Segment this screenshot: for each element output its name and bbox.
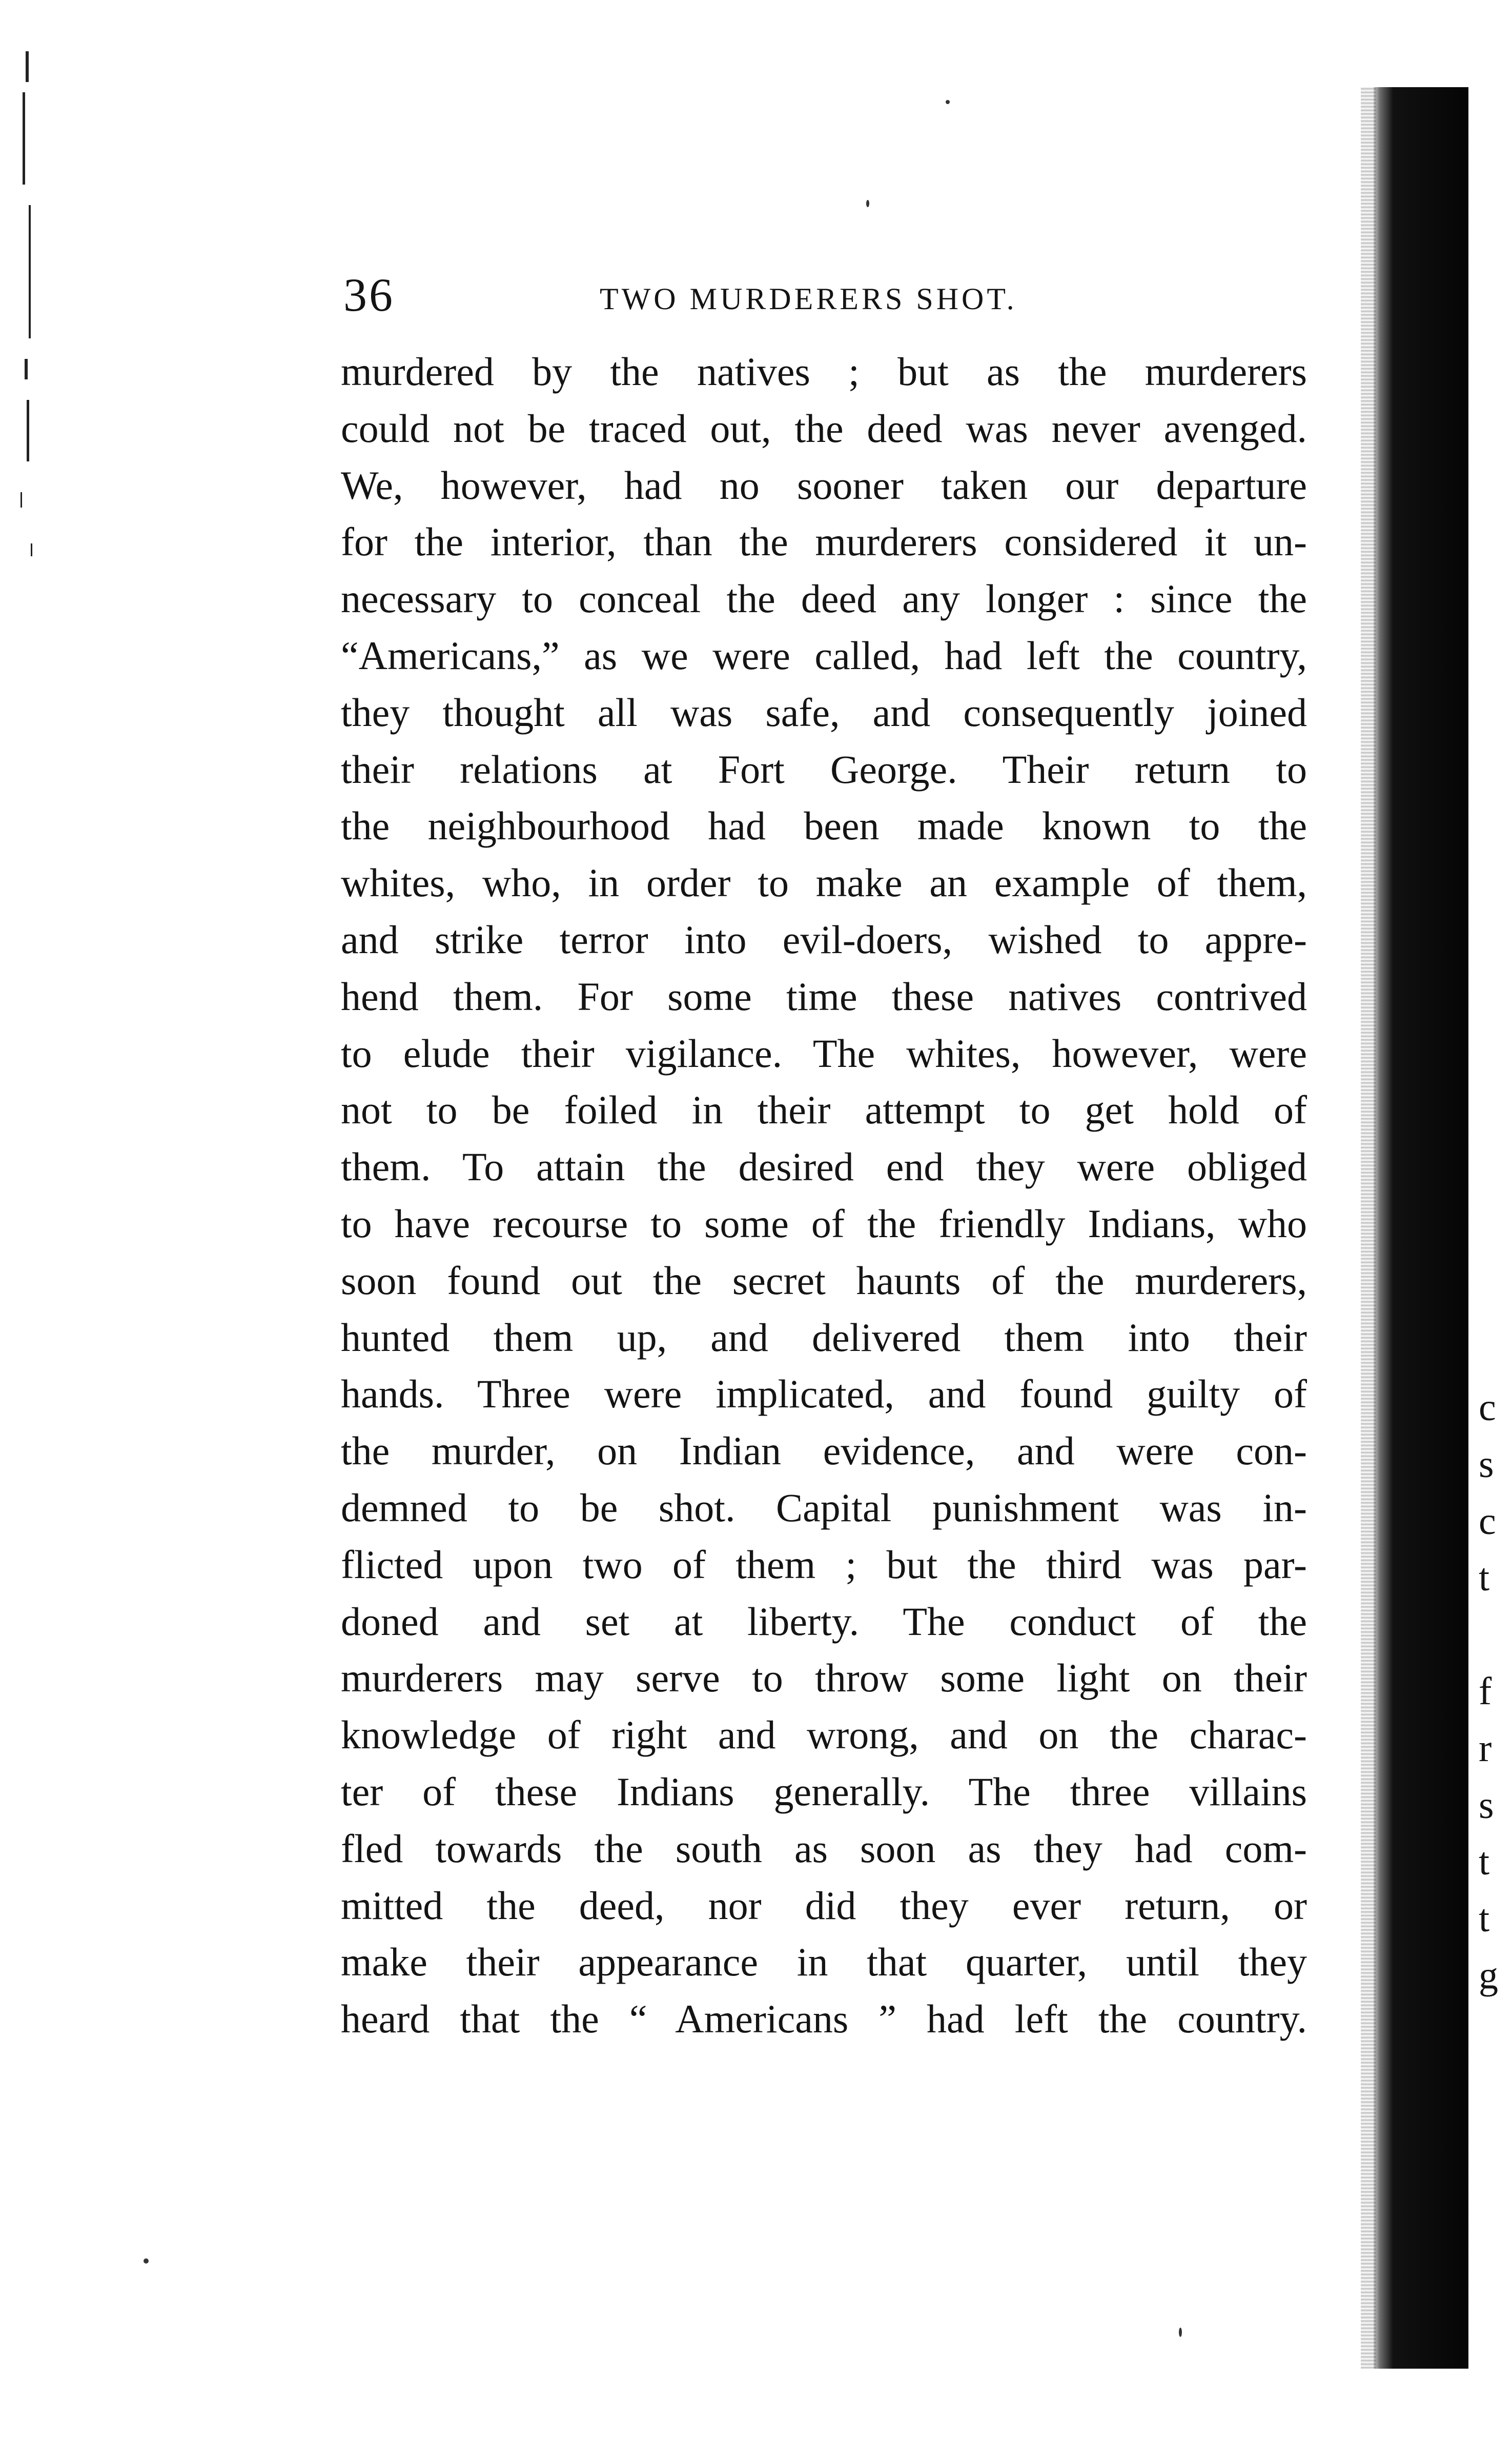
- text-line: “Americans,” as we were called, had left the country,: [341, 633, 1307, 678]
- facing-letter: [1479, 1606, 1512, 1663]
- text-line: hend them. For some time these natives contrived: [341, 974, 1307, 1019]
- text-line: the neighbourhood had been made known to the: [341, 803, 1307, 849]
- paper-speck: [946, 100, 950, 104]
- text-line: to elude their vigilance. The whites, however, were: [341, 1031, 1307, 1076]
- text-line: flicted upon two of them ; but the third was par-: [341, 1542, 1307, 1587]
- text-line: to have recourse to some of the friendly Indians, who: [341, 1201, 1307, 1246]
- text-line: make their appearance in that quarter, until they: [341, 1940, 1307, 1985]
- text-line: not to be foiled in their attempt to get hold of: [341, 1087, 1307, 1133]
- text-line: fled towards the south as soon as they had com-: [341, 1826, 1307, 1871]
- facing-page-fragment: [1479, 1379, 1512, 2004]
- text-line: their relations at Fort George. Their return to: [341, 746, 1307, 792]
- paper-speck: [866, 200, 869, 207]
- facing-letter: g: [1479, 1953, 1498, 1997]
- text-line: and strike terror into evil-doers, wished to appre-: [341, 917, 1307, 962]
- body-text: [341, 344, 1307, 2048]
- text-line: doned and set at liberty. The conduct of the: [341, 1599, 1307, 1644]
- text-line: knowledge of right and wrong, and on the charac-: [341, 1712, 1307, 1758]
- page-number: 36: [343, 269, 395, 321]
- paper-speck: [1179, 2328, 1182, 2337]
- text-line: whites, who, in order to make an example of them,: [341, 860, 1307, 905]
- text-line: mitted the deed, nor did they ever return, or: [341, 1883, 1307, 1928]
- text-line: murdered by the natives ; but as the murderers: [341, 349, 1307, 394]
- binding-edge-marks: [15, 51, 46, 615]
- paper-speck: [144, 2258, 149, 2264]
- text-line: could not be traced out, the deed was never avenged.: [341, 406, 1307, 451]
- text-line: We, however, had no sooner taken our departure: [341, 462, 1307, 508]
- text-line: the murder, on Indian evidence, and were con-: [341, 1428, 1307, 1473]
- binding-shadow: [1374, 87, 1468, 2369]
- text-line: them. To attain the desired end they were obliged: [341, 1144, 1307, 1189]
- running-title: TWO MURDERERS SHOT.: [600, 282, 1017, 316]
- facing-letter: c: [1479, 1499, 1496, 1543]
- facing-letter: r: [1479, 1726, 1492, 1770]
- facing-letter: s: [1479, 1783, 1494, 1827]
- text-line: hunted them up, and delivered them into their: [341, 1315, 1307, 1360]
- text-line: ter of these Indians generally. The three villains: [341, 1769, 1307, 1814]
- text-line: hands. Three were implicated, and found guilty of: [341, 1371, 1307, 1417]
- facing-letter: t: [1479, 1897, 1490, 1941]
- text-line: murderers may serve to throw some light on their: [341, 1655, 1307, 1701]
- running-head: [343, 267, 1312, 323]
- text-line: heard that the “ Americans ” had left the country.: [341, 1996, 1307, 2042]
- text-line: for the interior, than the murderers considered it un-: [341, 519, 1307, 564]
- text-line: necessary to conceal the deed any longer : since the: [341, 576, 1307, 621]
- facing-letter: s: [1479, 1442, 1494, 1486]
- facing-letter: f: [1479, 1669, 1492, 1713]
- text-line: demned to be shot. Capital punishment was in-: [341, 1485, 1307, 1530]
- facing-letter: t: [1479, 1556, 1490, 1600]
- facing-letter: c: [1479, 1386, 1496, 1429]
- facing-letter: t: [1479, 1840, 1490, 1884]
- text-line: they thought all was safe, and consequently joined: [341, 690, 1307, 735]
- text-line: soon found out the secret haunts of the murderers,: [341, 1258, 1307, 1303]
